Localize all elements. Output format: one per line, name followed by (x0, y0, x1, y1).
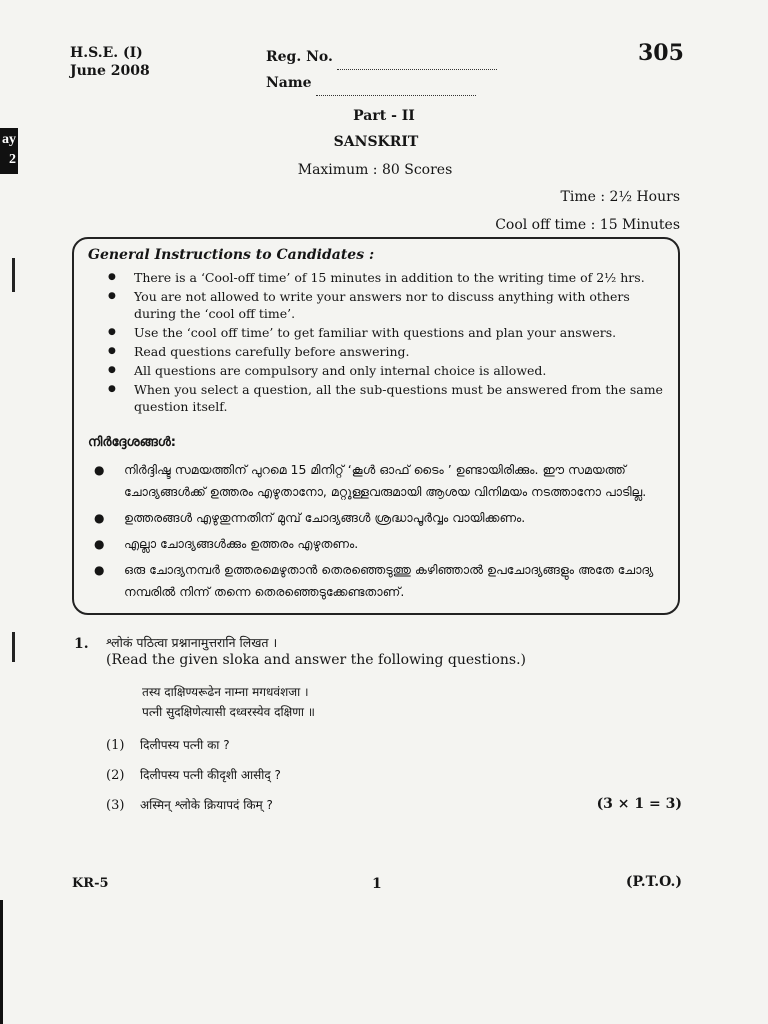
margin-mark (12, 258, 15, 292)
sub-question (106, 766, 281, 783)
margin-mark (12, 632, 15, 662)
malayalam-item: ● നിർദ്ദിഷ്ട സമയത്തിന് പുറമെ 15 മിനിറ്റ് ‘കൂൾ ഓഫ് ടൈം ’ ഉണ്ടായിരിക്കും. ഈ സമയത്ത് ചോദ്യങ്ങൾക്ക് ഉത്തരം എഴുതാനോ, മറ്റുള്ളവരുമായി ആശയ വിനിമയം നടത്താനോ പാടില്ല. (88, 459, 668, 503)
reg-no-label: Reg. No. (266, 49, 333, 65)
reg-no-blank[interactable] (337, 57, 497, 70)
page-number: 1 (372, 876, 382, 892)
exam-header (70, 44, 150, 80)
name-field[interactable] (266, 70, 497, 96)
malayalam-instructions (88, 459, 668, 607)
paper-number: 305 (638, 40, 684, 66)
max-scores: Maximum : 80 Scores (297, 162, 453, 178)
instruction-item: ● You are not allowed to write your answers nor to discuss anything with others during the ‘cool off time’. (104, 288, 664, 322)
english-instructions (104, 269, 664, 417)
sanskrit-instruction: श्लोकं पठित्वा प्रश्नानामुत्तरानि लिखत । (106, 635, 278, 650)
malayalam-item: ● ഒരു ചോദ്യനമ്പർ ഉത്തരമെഴുതാൻ തെരഞ്ഞെടുത്തു കഴിഞ്ഞാൽ ഉപചോദ്യങ്ങളും അതേ ചോദ്യ നമ്പരിൽ നിന്ന് തന്നെ തെരഞ്ഞെടുക്കേണ്ടതാണ്. (88, 559, 668, 603)
instructions-title: General Instructions to Candidates : (88, 247, 378, 263)
malayalam-heading: നിർദ്ദേശങ്ങൾ: (88, 435, 176, 450)
edge-shadow (0, 900, 3, 1024)
question-marks: (3 × 1 = 3) (596, 796, 682, 812)
side-tab-line2: 2 (9, 152, 16, 167)
sub-question-number: (3) (106, 798, 125, 813)
cool-off-time: Cool off time : 15 Minutes (495, 217, 680, 233)
exam-code: H.S.E. (I) (70, 45, 143, 61)
instruction-item: ● Use the ‘cool off time’ to get familiar with questions and plan your answers. (104, 324, 664, 341)
sloka-line: तस्य दाक्षिण्यरूढेन नाम्ना मगधवंशजा । (142, 685, 309, 699)
exam-date: June 2008 (70, 63, 150, 79)
sub-question-number: (2) (106, 768, 125, 783)
candidate-fields (266, 44, 497, 96)
instruction-item: ● All questions are compulsory and only internal choice is allowed. (104, 362, 664, 379)
malayalam-item: ● എല്ലാ ചോദ്യങ്ങൾക്കും ഉത്തരം എഴുതണം. (88, 533, 668, 555)
instructions-box (72, 237, 680, 615)
sub-question-text: दिलीपस्य पत्नी कीदृशी आसीद् ? (140, 768, 281, 782)
question-number: 1. (74, 636, 89, 652)
malayalam-item: ● ഉത്തരങ്ങൾ എഴുതുന്നതിന് മുമ്പ് ചോദ്യങ്ങൾ ശ്രദ്ധാപൂർവ്വം വായിക്കണം. (88, 507, 668, 529)
english-instruction: (Read the given sloka and answer the following questions.) (106, 652, 526, 668)
time-allowed: Time : 2½ Hours (560, 189, 680, 205)
sub-question-text: अस्मिन् श्लोके क्रियापदं किम् ? (140, 798, 273, 812)
name-label: Name (266, 75, 312, 91)
side-tab-line1: ay (2, 132, 16, 147)
sloka (142, 682, 315, 722)
subject-title: SANSKRIT (333, 134, 419, 150)
reg-no-field[interactable] (266, 44, 497, 70)
instruction-item: ● There is a ‘Cool-off time’ of 15 minutes in addition to the writing time of 2½ hrs. (104, 269, 664, 286)
name-blank[interactable] (316, 83, 476, 96)
footer-code: KR-5 (72, 876, 109, 891)
sloka-line: पत्नी सुदक्षिणेत्यासी दध्वरस्येव दक्षिणा ॥ (142, 705, 315, 719)
sub-question (106, 796, 273, 813)
sub-question-number: (1) (106, 738, 125, 753)
sub-question (106, 736, 230, 753)
instruction-item: ● When you select a question, all the sub-questions must be answered from the same question itself. (104, 381, 664, 415)
instruction-item: ● Read questions carefully before answering. (104, 343, 664, 360)
part-label: Part - II (353, 108, 415, 124)
pto-note: (P.T.O.) (625, 874, 682, 890)
sub-question-text: दिलीपस्य पत्नी का ? (140, 738, 230, 752)
